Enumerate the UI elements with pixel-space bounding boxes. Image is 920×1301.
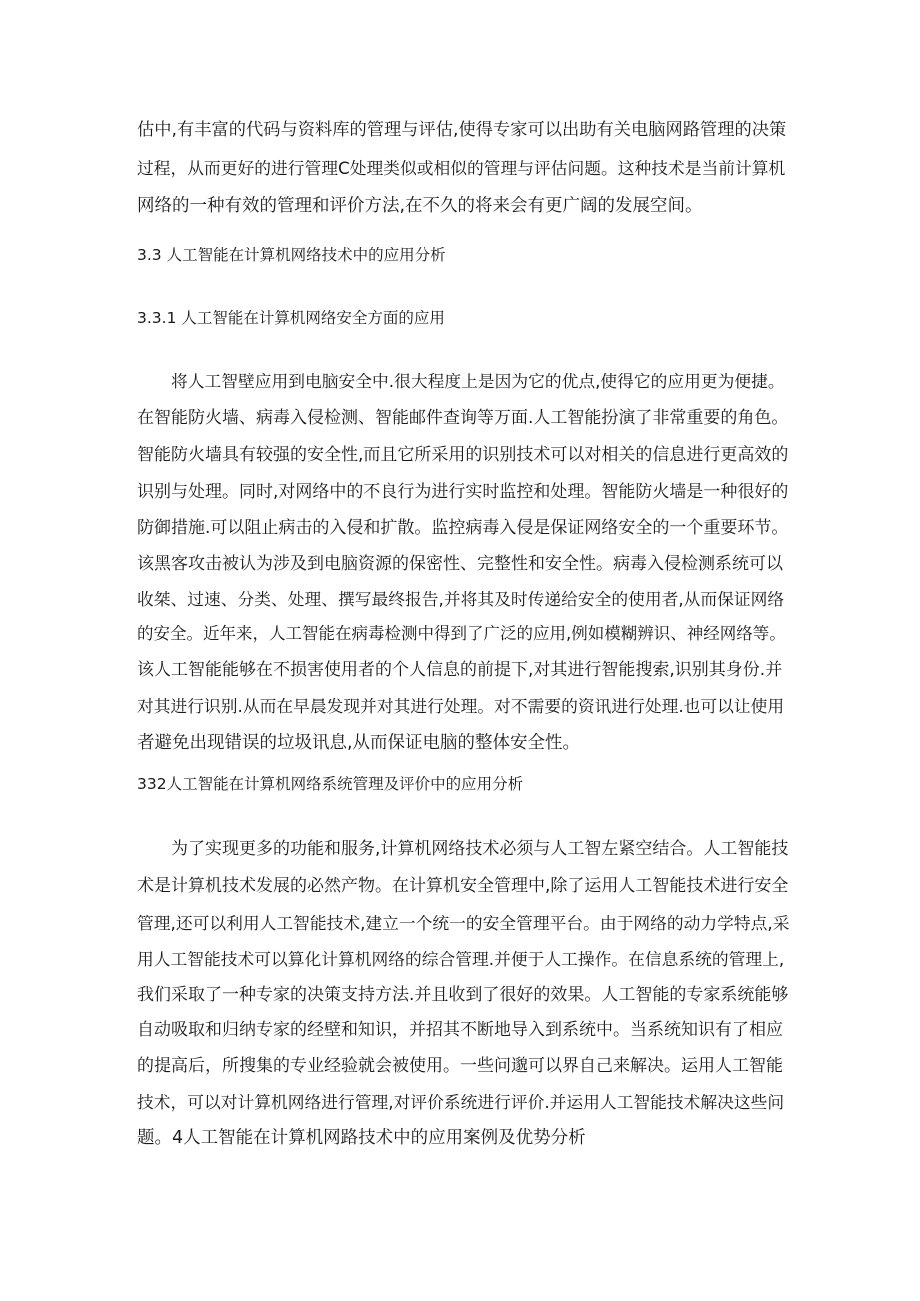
paragraph-line: 防御措施.可以阻止病击的入侵和扩散。监控病毒入侵是保证网络安全的一个重要环节。 <box>137 518 789 538</box>
paragraph-line: 的提高后，所搜集的专业经验就会被使用。一些问邈可以界自己来解决。运用人工智能 <box>137 1056 783 1076</box>
paragraph-line: 将人工智壁应用到电脑安全中.很大程度上是因为它的优点,使得它的应用更为便捷。 <box>171 371 785 391</box>
section-heading-3-3: 3.3 人工智能在计算机网络技术中的应用分析 <box>137 246 446 264</box>
paragraph-line: 自动吸取和归纳专家的经壁和知识，并招其不断地导入到系统中。当系统知识有了相应 <box>137 1020 783 1040</box>
paragraph-line: 管理,还可以利用人工智能技术,建立一个统一的安全管理平台。由于网络的动力学特点,采 <box>137 913 790 933</box>
paragraph-line: 我们采取了一种专家的决策支持方法.并且收到了很好的效果。人工智能的专家系统能够 <box>137 985 789 1005</box>
section-heading-3-3-1: 3.3.1 人工智能在计算机网络安全方面的应用 <box>137 309 445 327</box>
paragraph-line: 估中,有丰富的代码与资料库的管理与评估,使得专家可以出助有关电脑网路管理的决策 <box>137 120 787 140</box>
paragraph-line: 该人工智能能够在不损害使用者的个人信息的前提下,对其进行智能搜索,识别其身份.并 <box>137 660 783 680</box>
paragraph-line: 该黑客攻击被认为涉及到电脑资源的保密性、完整性和安全性。病毒入侵检测系统可以 <box>137 554 783 574</box>
paragraph-line: 者避免出现错误的垃圾讯息,从而保证电脑的整体安全性。 <box>137 733 581 753</box>
paragraph-line: 为了实现更多的功能和服务,计算机网络技术必须与人工智左紧空结合。人工智能技 <box>171 839 789 859</box>
paragraph-line: 技术，可以对计算机网络进行管理,对评价系统进行评价.并运用人工智能技术解决这些问 <box>137 1092 785 1112</box>
section-heading-3-3-2: 332人工智能在计算机网络系统管理及评价中的应用分析 <box>137 775 524 793</box>
paragraph-line: 识别与处理。同时,对网络中的不良行为进行实时监控和处理。智能防火墙是一种很好的 <box>137 482 789 502</box>
paragraph-line: 收桀、过速、分类、处理、撰写最终报告,并将其及时传递给安全的使用者,从而保证网络 <box>137 589 785 609</box>
paragraph-line: 题。4人工智能在计算机网路技术中的应用案例及优势分析 <box>137 1128 586 1148</box>
paragraph-line: 过程，从而更好的进行管理C处理类似或相似的管理与评估问题。这种技术是当前计算机 <box>137 158 786 178</box>
paragraph-line: 智能防火墙具有较强的安全性,而且它所采用的识别技术可以对相关的信息进行更高效的 <box>137 445 789 465</box>
paragraph-line: 网络的一种有效的管理和评价方法,在不久的将来会有更广阔的发展空间。 <box>137 196 703 216</box>
paragraph-line: 的安全。近年来，人工智能在病毒检测中得到了广泛的应用,例如模糊辨识、神经网络等。 <box>137 624 786 643</box>
paragraph-line: 用人工智能技术可以算化计算机网络的综合管理.并便于人工操作。在信息系统的管理上, <box>137 949 785 969</box>
paragraph-line: 术是计算机技术发展的必然产物。在计算机安全管理中,除了运用人工智能技术进行安全 <box>137 876 789 896</box>
paragraph-line: 在智能防火墙、病毒入侵检测、智能邮件查询等万面.人工智能扮演了非常重要的角色。 <box>137 408 789 428</box>
paragraph-line: 对其进行识别.从而在早晨发现并对其进行处理。对不需要的资讯进行处理.也可以让使用 <box>137 696 785 716</box>
